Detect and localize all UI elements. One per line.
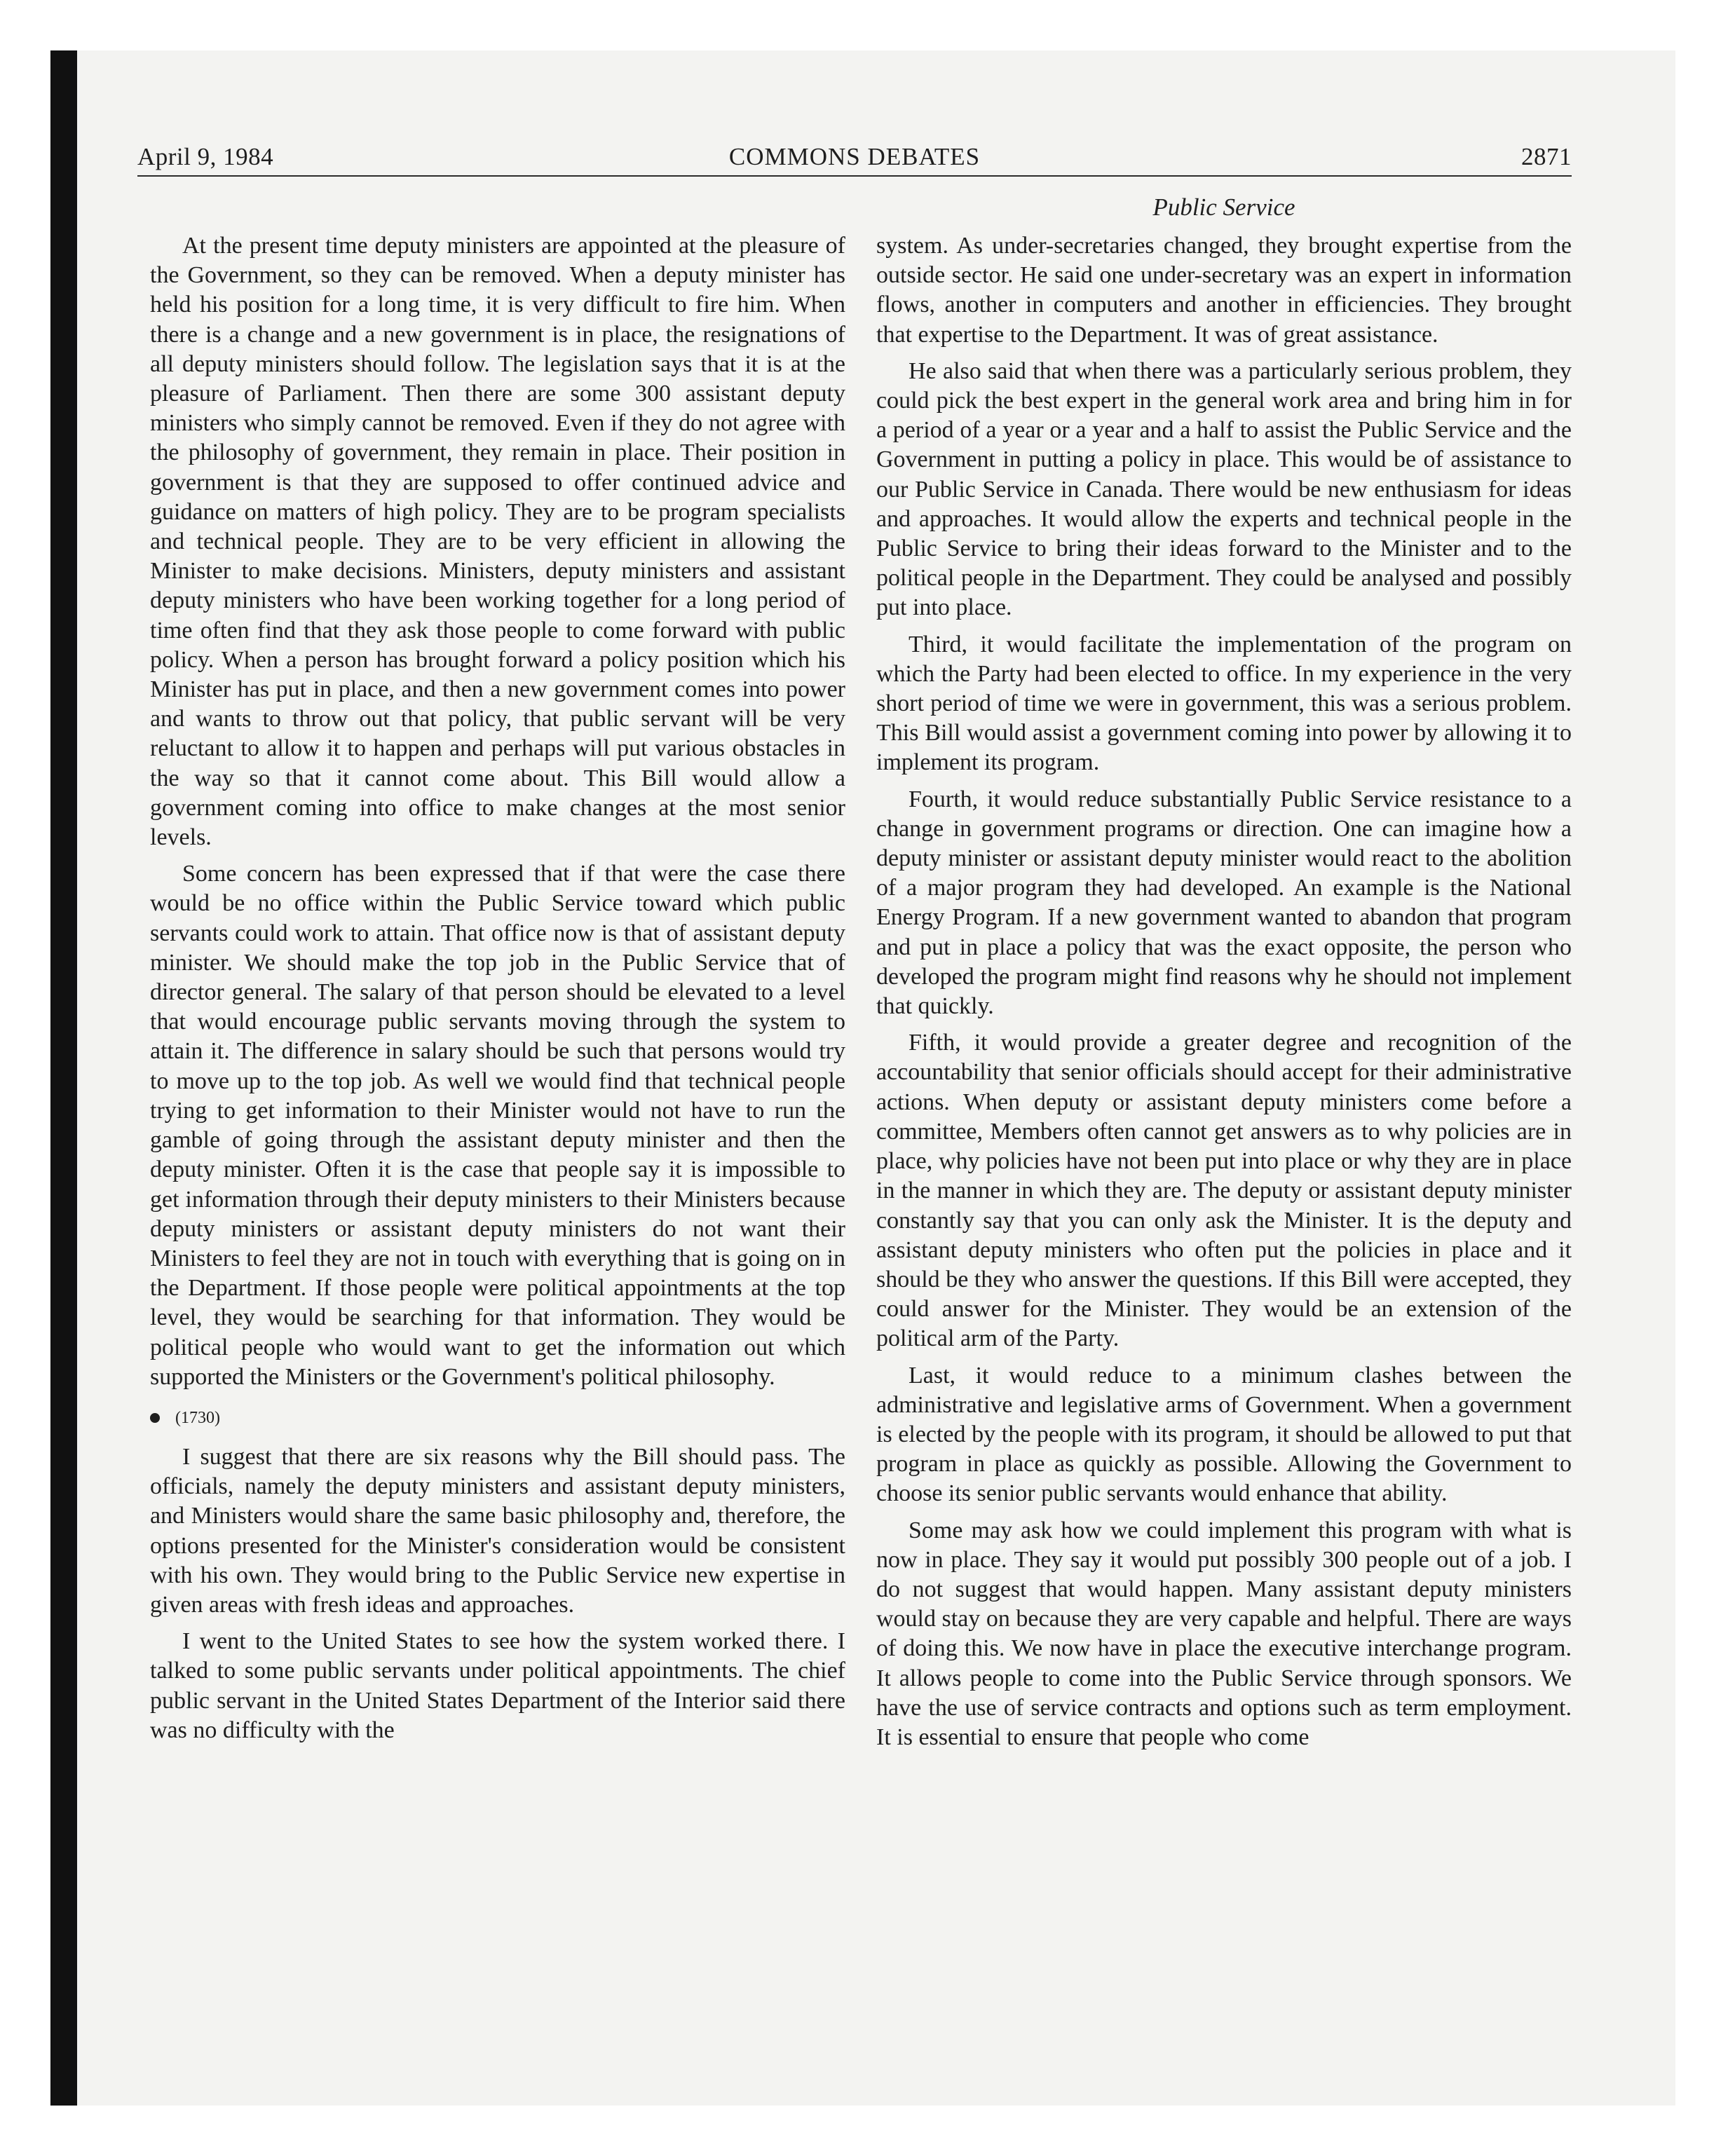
paragraph: Some may ask how we could implement this program with what is now in place. They say it would put possibly 300 people out of a job. I do not suggest that would happen. Many assistant deputy ministers would stay on because they are very capable and helpful. There are ways of doing this. We now have in place the executive interchange program. It allows people to come into the Public Service through sponsors. We have the use of service contracts and options such as term employment. It is essential to ensure that people who come (876, 1517, 1572, 1750)
header-date: April 9, 1984 (137, 143, 274, 170)
paragraph: He also said that when there was a particularly serious problem, they could pick the best expert in the general work area and bring him in for a period of a year or a year and a half to assist the Public Service and the Government in putting a policy in place. This would be of assistance to our Public Service in Canada. There would be new enthusiasm for ideas and approaches. It would allow the experts and technical people in the Public Service to bring their ideas forward to the Minister and to the political people in the Department. They could be analysed and possibly put into place. (876, 357, 1572, 621)
paragraph: Last, it would reduce to a minimum clashes between the administrative and legislative arms of Government. When a government is elected by the people with its program, it should be allowed to put that program in place as quickly as possible. Allowing the Government to choose its senior public servants would enhance that ability. (876, 1362, 1572, 1507)
paragraph: At the present time deputy ministers are appointed at the pleasure of the Government, so they can be removed. When a deputy minister has held his position for a long time, it is very difficult to fire him. When there is a change and a new government is in place, the resignations of all deputy ministers should follow. The legislation says that it is at the pleasure of Parliament. Then there are some 300 assistant deputy ministers who simply cannot be removed. Even if they do not agree with the philosophy of government, they remain in place. Their position in government is that they are supposed to offer continued advice and guidance on matters of high policy. They are to be program specialists and technical people. They are to be very efficient in allowing the Minister to make decisions. Ministers, deputy ministers and assistant deputy ministers who have been working together for a long period of time often find that they ask those people to come forward with public policy. When a person has brought forward a policy position which his Minister has put in place, and then a new government comes into power and wants to throw out that policy, that public servant will be very reluctant to allow it to happen and perhaps will put various obstacles in the way so that it cannot come about. This Bill would allow a government coming into office to make changes at the most senior levels. (150, 233, 845, 851)
section-rubric: Public Service (1152, 193, 1295, 221)
paragraph: Fifth, it would provide a greater degree and recognition of the accountability that senior officials should accept for their administrative actions. When deputy or assistant deputy ministers come before a committee, Members often cannot get answers as to why policies are in place, why policies have not been put into place or why they are in place in the manner in which they are. The deputy or assistant deputy minister constantly say that you can only ask the Minister. It is the deputy and assistant deputy ministers who often put the policies in place and it should be they who answer the questions. If this Bill were accepted, they could answer for the Minister. They would be an extension of the political arm of the Party. (876, 1030, 1572, 1352)
paragraph: I went to the United States to see how the system worked there. I talked to some public servants under political appointments. The chief public servant in the United States Department of the Interior said there was no difficulty with the (150, 1628, 845, 1743)
paragraph: Fourth, it would reduce substantially Public Service resistance to a change in government programs or direction. One can imagine how a deputy minister or assistant deputy minister would react to the abolition of a major program they had developed. An example is the National Energy Program. If a new government wanted to abandon that program and put in place a policy that was the exact opposite, the person who developed the program might find reasons why he should not implement that quickly. (876, 786, 1572, 1020)
header-title: COMMONS DEBATES (728, 143, 981, 170)
right-column (876, 231, 1572, 1752)
left-column (150, 231, 845, 1745)
page-number: 2871 (1521, 143, 1572, 170)
running-header (137, 142, 1572, 177)
time-marker (150, 1407, 845, 1428)
paragraph: system. As under-secretaries changed, they brought expertise from the outside sector. He said one under-secretary was an expert in information flows, another in computers and another in efficiencies. They brought that expertise to the Department. It was of great assistance. (876, 233, 1572, 348)
time-marker-label: (1730) (175, 1408, 220, 1427)
paragraph: Third, it would facilitate the implementation of the program on which the Party had been elected to office. In my experience in the very short period of time we were in government, this was a serious problem. This Bill would assist a government coming into power by allowing it to implement its program. (876, 631, 1572, 776)
paragraph: I suggest that there are six reasons why the Bill should pass. The officials, namely the deputy ministers and assistant deputy ministers, and Ministers would share the same basic philosophy and, therefore, the options presented for the Minister's consideration would be consistent with his own. They would bring to the Public Service new expertise in given areas with fresh ideas and approaches. (150, 1443, 845, 1618)
binding-edge (50, 50, 77, 2106)
paragraph: Some concern has been expressed that if that were the case there would be no office within the Public Service toward which public servants could work to attain. That office now is that of assistant deputy minister. We should make the top job in the Public Service that of director general. The salary of that person should be elevated to a level that would encourage public servants moving through the system to attain it. The difference in salary should be such that persons would try to move up to the top job. As well we would find that technical people trying to get information to their Minister would not have to run the gamble of going through the assistant deputy minister and then the deputy minister. Often it is the case that people say it is impossible to get information through their deputy ministers to their Ministers because deputy ministers or assistant deputy ministers do not want their Ministers to feel they are not in touch with everything that is going on in the Department. If those people were political appointments at the top level, they would be searching for that information. They would be political people who would want to get the information out which supported the Ministers or the Government's political philosophy. (150, 861, 845, 1390)
bullet-icon (150, 1413, 160, 1423)
